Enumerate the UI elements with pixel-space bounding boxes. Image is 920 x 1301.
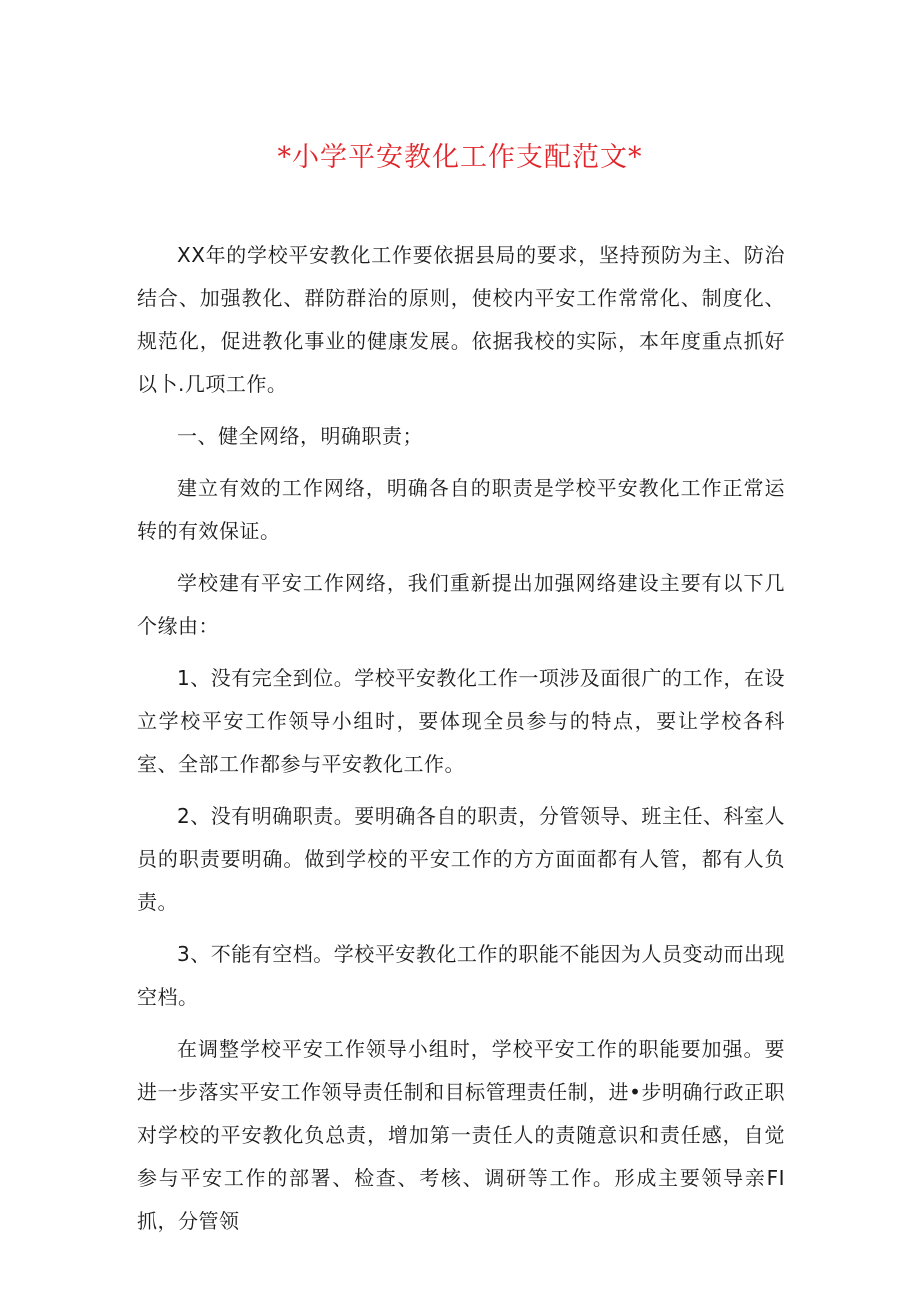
- document-title: *小学平安教化工作支配范文*: [277, 142, 643, 173]
- paragraph-leadership: 在调整学校平安工作领导小组时，学校平安工作的职能要加强。要进一步落实平安工作领导责任制和目标管理责任制，进•步明确行政正职对学校的平安教化负总责，增加第一责任人的责随意识和责任感，自觉参与平安工作的部署、检查、考核、调研等工作。形成主要领导亲FI抓，分管领: [137, 1037, 785, 1233]
- list-item-reason-3: 3、不能有空档。学校平安教化工作的职能不能因为人员变动而出现空档。: [137, 942, 785, 1009]
- paragraph-network-purpose: 建立有效的工作网络，明确各自的职责是学校平安教化工作正常运转的有效保证。: [137, 476, 785, 543]
- paragraph-intro: XX年的学校平安教化工作要依据县局的要求，坚持预防为主、防治结合、加强教化、群防群治的原则，使校内平安工作常常化、制度化、规范化，促进教化事业的健康发展。依据我校的实际，本年度重点抓好以卜.几项工作。: [137, 243, 785, 396]
- list-item-reason-2: 2、没有明确职责。要明确各自的职责，分管领导、班主任、科室人员的职责要明确。做到学校的平安工作的方方面面都有人管，都有人负责。: [137, 804, 785, 914]
- section-heading-network: 一、健全网络，明确职责；: [177, 424, 423, 448]
- list-item-reason-1: 1、没有完全到位。学校平安教化工作一项涉及面很广的工作，在设立学校平安工作领导小组时，要体现全员参与的特点，要让学校各科室、全部工作都参与平安教化工作。: [137, 666, 785, 776]
- paragraph-network-reasons: 学校建有平安工作网络，我们重新提出加强网络建设主要有以下几个缘由：: [137, 571, 785, 638]
- document-body: [137, 234, 785, 1252]
